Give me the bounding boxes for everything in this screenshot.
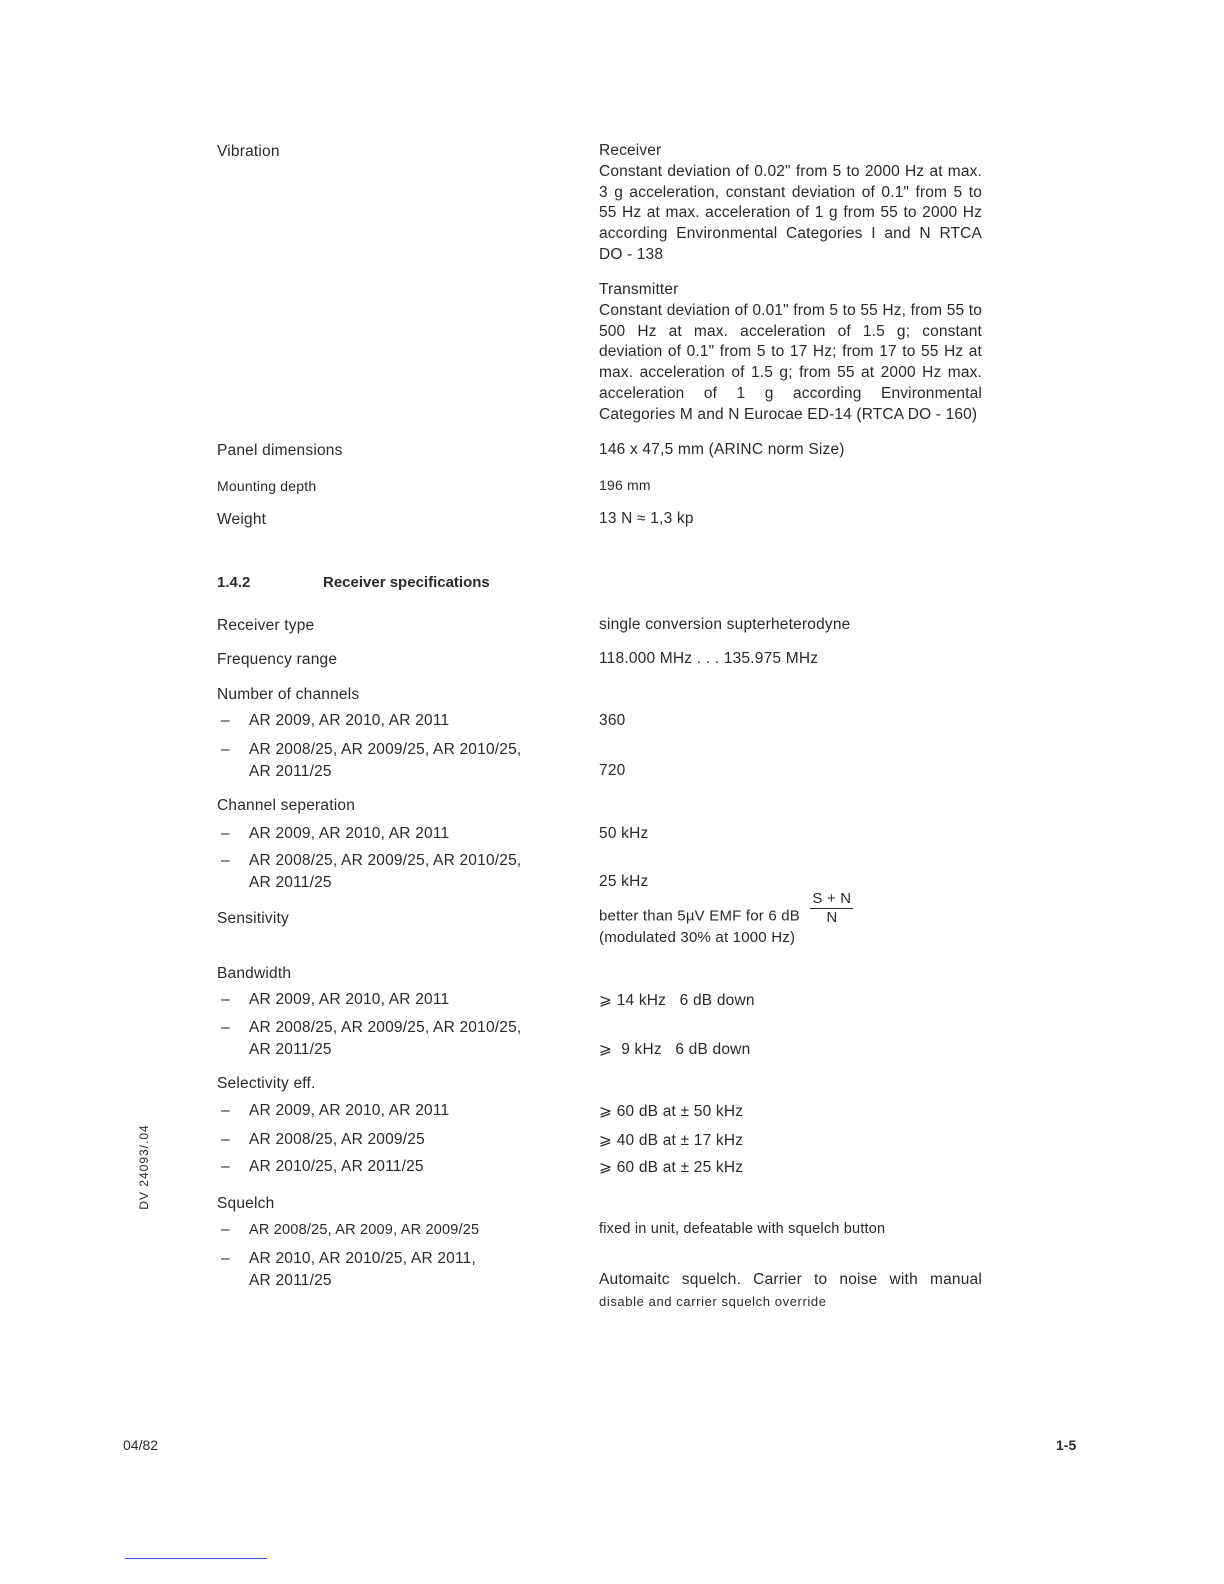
vibration-transmitter-block <box>599 280 982 426</box>
channels-item-2-line-1: AR 2008/25, AR 2009/25, AR 2010/25, <box>249 741 522 758</box>
list-dash: – <box>221 1158 230 1175</box>
receiver-type-label: Receiver type <box>217 617 315 634</box>
sn-ratio-fraction <box>810 890 853 927</box>
separation-label: Channel seperation <box>217 797 356 814</box>
mounting-depth-value: 196 mm <box>599 477 651 493</box>
selectivity-value-3: ⩾ 60 dB at ± 25 kHz <box>599 1159 744 1176</box>
weight-value: 13 N ≈ 1,3 kp <box>599 510 694 527</box>
bandwidth-value-1: ⩾ 14 kHz 6 dB down <box>599 992 755 1009</box>
bandwidth-item-1: AR 2009, AR 2010, AR 2011 <box>249 991 450 1008</box>
squelch-item-2-line-2: AR 2011/25 <box>249 1272 332 1289</box>
squelch-value-2-line-1: Automaitc squelch. Carrier to noise with manual <box>599 1271 982 1288</box>
channels-value-2: 720 <box>599 762 626 779</box>
sensitivity-label: Sensitivity <box>217 910 289 927</box>
list-dash: – <box>221 1019 230 1036</box>
separation-item-2-line-1: AR 2008/25, AR 2009/25, AR 2010/25, <box>249 852 522 869</box>
list-dash: – <box>221 1131 230 1148</box>
bottom-divider <box>125 1558 267 1559</box>
sensitivity-note: (modulated 30% at 1000 Hz) <box>599 929 796 946</box>
squelch-value-1: fixed in unit, defeatable with squelch button <box>599 1221 886 1237</box>
frequency-range-value: 118.000 MHz . . . 135.975 MHz <box>599 650 819 667</box>
list-dash: – <box>221 1221 230 1238</box>
bandwidth-value-2: ⩾ 9 kHz 6 dB down <box>599 1041 751 1058</box>
receiver-type-value: single conversion supterheterodyne <box>599 616 851 633</box>
vibration-receiver-text: Constant deviation of 0.02" from 5 to 2000 Hz at max. 3 g acceleration, constant deviation of 0.1" from 5 to 55 Hz at max. acceleration of 1 g from 55 to 2000 Hz according Environmental Categories I and N RTCA DO - 138 <box>599 162 982 263</box>
separation-item-1: AR 2009, AR 2010, AR 2011 <box>249 825 450 842</box>
bandwidth-item-2-line-1: AR 2008/25, AR 2009/25, AR 2010/25, <box>249 1019 522 1036</box>
vibration-receiver-heading: Receiver <box>599 142 662 159</box>
list-dash: – <box>221 1250 230 1267</box>
side-document-code: DV 24093/.04 <box>137 1124 151 1210</box>
panel-dimensions-label: Panel dimensions <box>217 442 343 459</box>
channels-value-1: 360 <box>599 712 626 729</box>
selectivity-item-2: AR 2008/25, AR 2009/25 <box>249 1131 425 1148</box>
separation-value-1: 50 kHz <box>599 825 649 842</box>
panel-dimensions-value: 146 x 47,5 mm (ARINC norm Size) <box>599 441 845 458</box>
squelch-value-2-line-2: disable and carrier squelch override <box>599 1294 827 1309</box>
bandwidth-label: Bandwidth <box>217 965 292 982</box>
channels-item-2-line-2: AR 2011/25 <box>249 763 332 780</box>
squelch-item-2-line-1: AR 2010, AR 2010/25, AR 2011, <box>249 1250 476 1267</box>
squelch-item-1: AR 2008/25, AR 2009, AR 2009/25 <box>249 1222 480 1238</box>
list-dash: – <box>221 852 230 869</box>
footer-date: 04/82 <box>123 1437 159 1453</box>
mounting-depth-label: Mounting depth <box>217 478 317 494</box>
channels-item-1: AR 2009, AR 2010, AR 2011 <box>249 712 450 729</box>
selectivity-value-2: ⩾ 40 dB at ± 17 kHz <box>599 1132 744 1149</box>
list-dash: – <box>221 712 230 729</box>
vibration-transmitter-text: Constant deviation of 0.01" from 5 to 55 Hz, from 55 to 500 Hz at max. acceleration of 1.5 g; constant deviation of 0.1" from 5 to 17 Hz; from 17 to 55 Hz at max. acceleration of 1.5 g; from 55 at 2000 Hz max. acceleration of 1 g according Environmental Categories M and N Eurocae ED-14 (RTCA DO - 160) <box>599 301 982 423</box>
bandwidth-item-2-line-2: AR 2011/25 <box>249 1041 332 1058</box>
separation-item-2-line-2: AR 2011/25 <box>249 874 332 891</box>
frequency-range-label: Frequency range <box>217 651 338 668</box>
list-dash: – <box>221 825 230 842</box>
squelch-label: Squelch <box>217 1195 275 1212</box>
selectivity-value-1: ⩾ 60 dB at ± 50 kHz <box>599 1103 744 1120</box>
vibration-transmitter-heading: Transmitter <box>599 281 679 298</box>
sn-ratio-numerator: S + N <box>812 890 852 907</box>
weight-label: Weight <box>217 511 267 528</box>
list-dash: – <box>221 991 230 1008</box>
channels-label: Number of channels <box>217 686 360 703</box>
selectivity-item-3: AR 2010/25, AR 2011/25 <box>249 1158 424 1175</box>
selectivity-item-1: AR 2009, AR 2010, AR 2011 <box>249 1102 450 1119</box>
section-title: Receiver specifications <box>323 574 490 591</box>
list-dash: – <box>221 741 230 758</box>
sn-ratio-denominator: N <box>826 909 838 926</box>
list-dash: – <box>221 1102 230 1119</box>
selectivity-label: Selectivity eff. <box>217 1075 316 1092</box>
section-number: 1.4.2 <box>217 574 251 591</box>
vibration-label: Vibration <box>217 143 280 160</box>
footer-page-number: 1-5 <box>1056 1437 1077 1453</box>
vibration-receiver-block <box>599 141 982 266</box>
sensitivity-value: better than 5µV EMF for 6 dB <box>599 907 801 925</box>
separation-value-2: 25 kHz <box>599 873 649 890</box>
